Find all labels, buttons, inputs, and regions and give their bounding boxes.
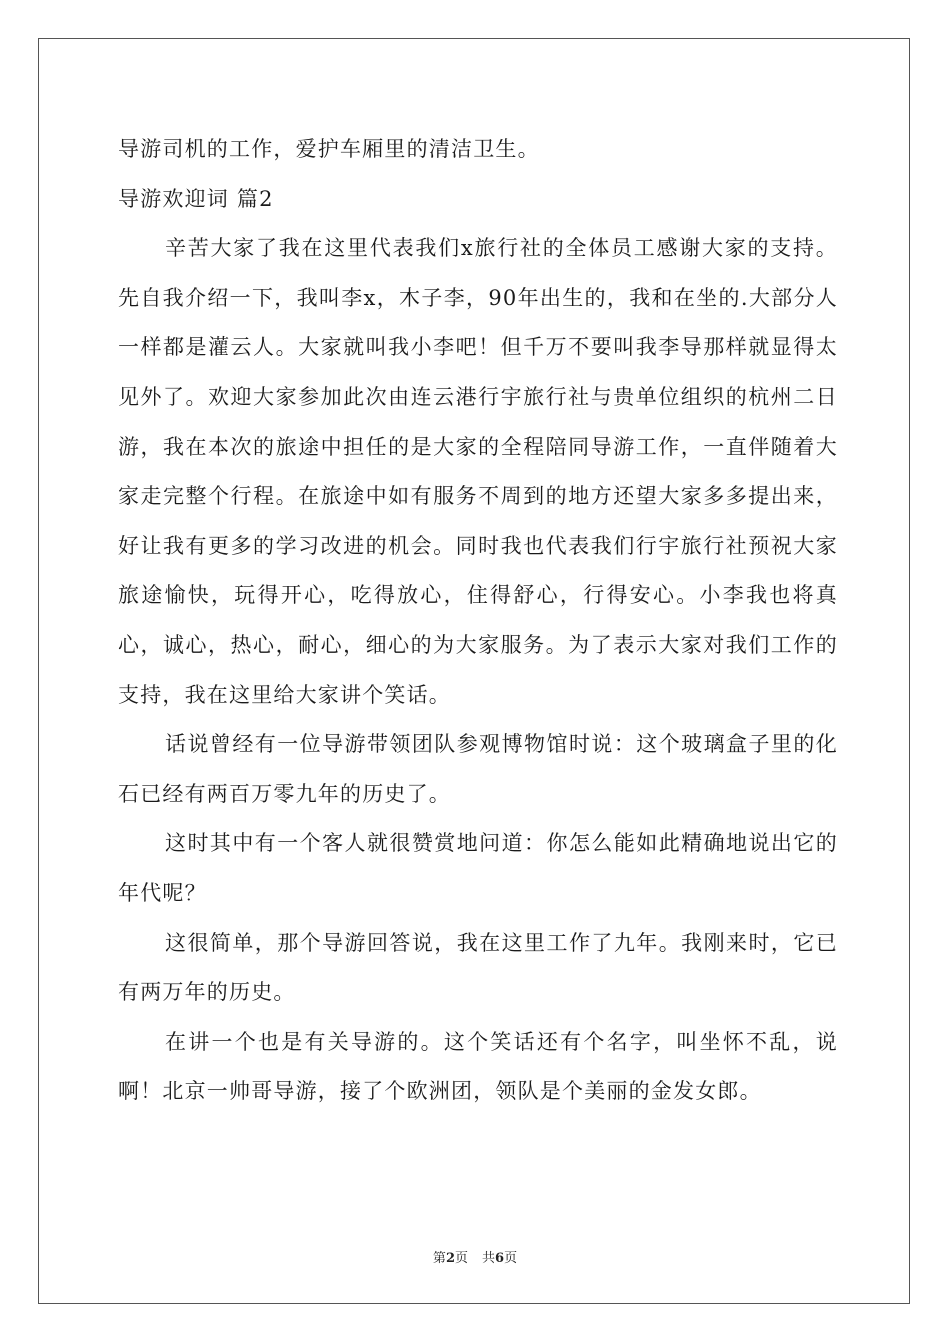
- paragraph: 在讲一个也是有关导游的。这个笑话还有个名字，叫坐怀不乱，说啊！北京一帅哥导游，接了个欧洲团，领队是个美丽的金发女郎。: [118, 1029, 838, 1104]
- page-suffix: 页: [454, 1251, 468, 1266]
- total-pages: 6: [495, 1251, 505, 1266]
- page-footer: [0, 1247, 950, 1266]
- total-prefix: 共: [482, 1251, 496, 1266]
- document-body: [118, 125, 838, 1117]
- page-number: 2: [445, 1251, 455, 1266]
- paragraph: 导游司机的工作，爱护车厢里的清洁卫生。: [118, 137, 540, 161]
- section-heading: 导游欢迎词 篇2: [118, 186, 274, 211]
- paragraph: 辛苦大家了我在这里代表我们x旅行社的全体员工感谢大家的支持。先自我介绍一下，我叫李x，木子李，90年出生的，我和在坐的.大部分人一样都是灌云人。大家就叫我小李吧！但千万不要叫我李导那样就显得太见外了。欢迎大家参加此次由连云港行宇旅行社与贵单位组织的杭州二日游，我在本次的旅途中担任的是大家的全程陪同导游工作，一直伴随着大家走完整个行程。在旅途中如有服务不周到的地方还望大家多多提出来，好让我有更多的学习改进的机会。同时我也代表我们行宇旅行社预祝大家旅途愉快，玩得开心，吃得放心，住得舒心，行得安心。小李我也将真心，诚心，热心，耐心，细心的为大家服务。为了表示大家对我们工作的支持，我在这里给大家讲个笑话。: [118, 236, 838, 707]
- paragraph: 这时其中有一个客人就很赞赏地问道：你怎么能如此精确地说出它的年代呢？: [118, 831, 838, 905]
- page-indicator: [433, 1251, 468, 1266]
- paragraph: 话说曾经有一位导游带领团队参观博物馆时说：这个玻璃盒子里的化石已经有两百万零九年的历史了。: [118, 732, 838, 806]
- total-suffix: 页: [504, 1251, 518, 1266]
- page-prefix: 第: [432, 1251, 446, 1266]
- paragraph: 这很简单，那个导游回答说，我在这里工作了九年。我刚来时，它已有两万年的历史。: [118, 930, 838, 1005]
- total-indicator: [482, 1251, 517, 1266]
